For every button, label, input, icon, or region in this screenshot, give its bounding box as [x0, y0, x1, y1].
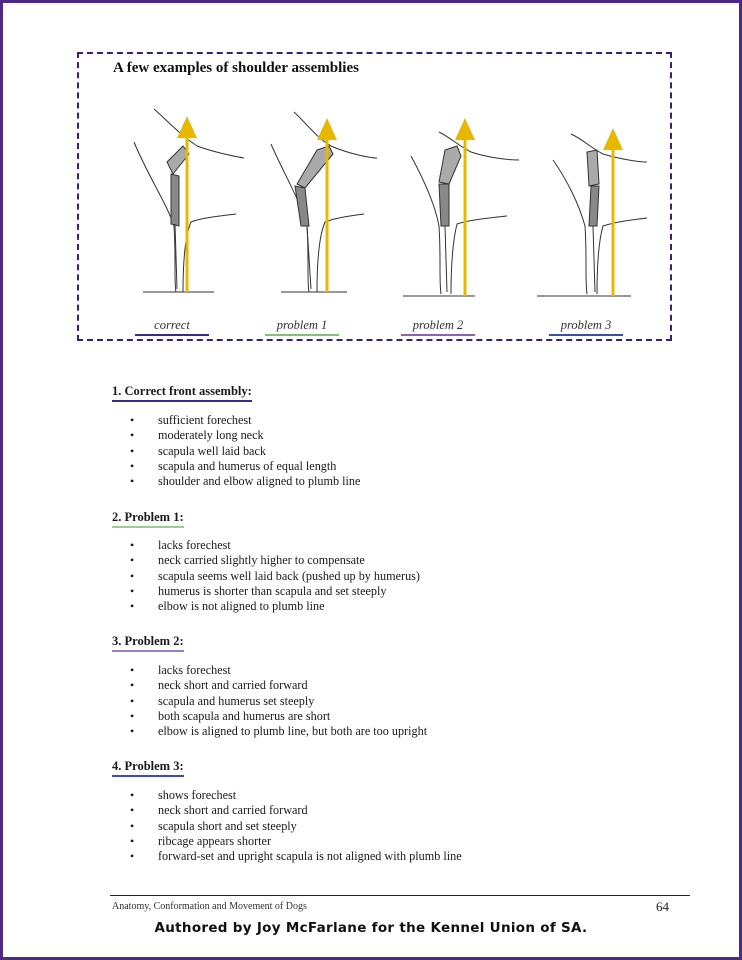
section-heading: 3. Problem 2: [112, 634, 184, 652]
list-item: • scapula seems well laid back (pushed up by humerus) [130, 569, 420, 584]
list-item: • elbow is not aligned to plumb line [130, 599, 420, 614]
section-heading: 1. Correct front assembly: [112, 384, 252, 402]
list-item: • scapula and humerus set steeply [130, 694, 427, 709]
bullet-list [130, 788, 462, 864]
section-correct-front-assembly [112, 382, 361, 489]
list-item: • lacks forechest [130, 663, 427, 678]
bullet-list [130, 538, 420, 614]
caption-correct: correct [154, 318, 190, 332]
section-problem-3 [112, 757, 462, 864]
list-item: • shoulder and elbow aligned to plumb line [130, 474, 360, 489]
list-item: • humerus is shorter than scapula and set steeply [130, 584, 420, 599]
figure-title: A few examples of shoulder assemblies [113, 60, 359, 76]
list-item: • neck short and carried forward [130, 803, 462, 818]
bullet-list [130, 413, 360, 489]
plumb-line-problem-2 [455, 118, 475, 296]
list-item: • neck carried slightly higher to compensate [130, 553, 420, 568]
list-item: • shows forechest [130, 788, 462, 803]
footer-book-title: Anatomy, Conformation and Movement of Dogs [112, 901, 307, 912]
bullet-list [130, 663, 427, 739]
list-item: • scapula well laid back [130, 444, 360, 459]
list-item: • scapula and humerus of equal length [130, 459, 360, 474]
caption-underline-correct [135, 334, 209, 336]
shoulder-illustrations [79, 54, 670, 339]
caption-problem-1: problem 1 [276, 318, 328, 332]
list-item: • lacks forechest [130, 538, 420, 553]
list-item: • sufficient forechest [130, 413, 360, 428]
caption-underline-problem-3 [549, 334, 623, 336]
dog-outline-problem-2 [403, 132, 519, 296]
section-heading: 4. Problem 3: [112, 759, 184, 777]
plumb-line-problem-1 [317, 118, 337, 292]
section-problem-1 [112, 508, 420, 614]
plumb-line-correct [177, 116, 197, 292]
caption-underline-problem-1 [265, 334, 339, 336]
list-item: • ribcage appears shorter [130, 834, 462, 849]
plumb-line-problem-3 [603, 128, 623, 296]
caption-problem-3: problem 3 [560, 318, 612, 332]
caption-problem-2: problem 2 [412, 318, 464, 332]
list-item: • neck short and carried forward [130, 678, 427, 693]
caption-underline-problem-2 [401, 334, 475, 336]
dog-outline-problem-3 [537, 134, 647, 296]
list-item: • elbow is aligned to plumb line, but both are too upright [130, 724, 427, 739]
list-item: • both scapula and humerus are short [130, 709, 427, 724]
author-credit: Authored by Joy McFarlane for the Kennel Union of SA. [154, 920, 588, 936]
section-heading: 2. Problem 1: [112, 510, 184, 528]
footer-rule [110, 895, 690, 896]
shoulder-assemblies-figure [77, 52, 672, 341]
list-item: • scapula short and set steeply [130, 819, 462, 834]
page-number: 64 [656, 899, 669, 914]
section-problem-2 [112, 632, 428, 739]
list-item: • moderately long neck [130, 428, 360, 443]
list-item: • forward-set and upright scapula is not aligned with plumb line [130, 849, 462, 864]
